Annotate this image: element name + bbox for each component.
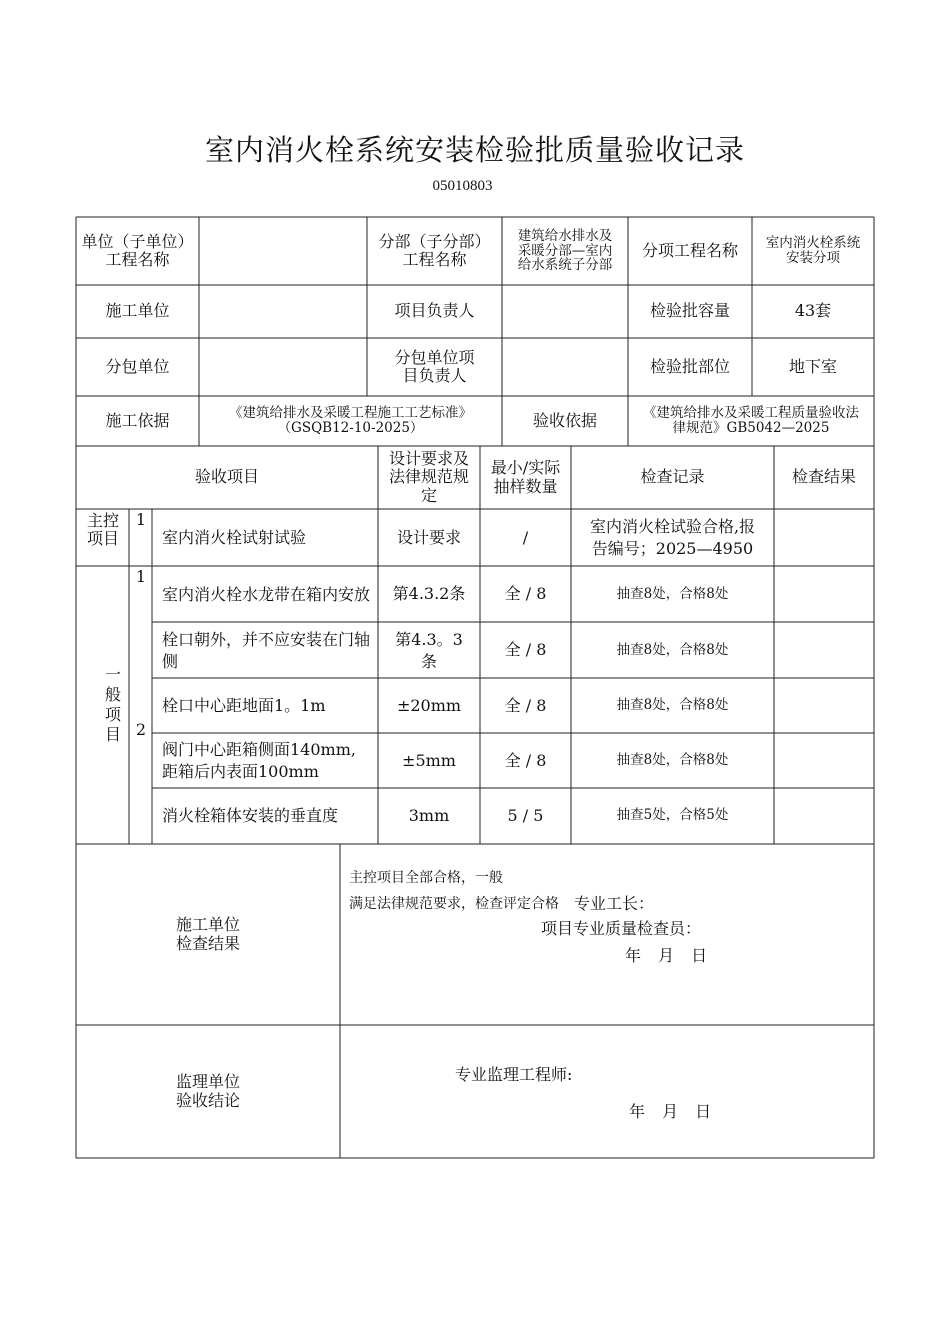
batch-capacity-label: 检验批容量 <box>649 301 730 321</box>
general-item-3: 栓口中心距地面1。1m <box>162 695 326 715</box>
subcontractor-pm-label: 分包单位项目负责人 <box>394 347 475 385</box>
general-items-label: 一般项目 <box>104 665 121 744</box>
construction-check-date: 年 月 日 <box>625 946 708 965</box>
unit-label: 单位（子单位）工程名称 <box>81 231 194 269</box>
contractor-label: 施工单位 <box>105 301 170 321</box>
general-no-2: 2 <box>135 719 147 739</box>
col-header-result: 检查结果 <box>791 467 856 487</box>
main-control-sample[interactable]: / <box>522 527 529 547</box>
general-design-1: 第4.3.2条 <box>392 584 466 604</box>
general-sample-3[interactable]: 全 / 8 <box>504 695 547 715</box>
general-item-4: 阀门中心距箱侧面140mm,距箱后内表面100mm <box>162 740 356 781</box>
col-header-item: 验收项目 <box>194 467 259 487</box>
acceptance-basis-value[interactable]: 《建筑给排水及采暖工程质量验收法律规范》GB5042—2025 <box>643 405 859 436</box>
main-control-record[interactable]: 室内消火栓试验合格,报告编号；2025—4950 <box>589 516 756 558</box>
project-manager-label: 项目负责人 <box>394 301 475 321</box>
general-design-3: ±20mm <box>396 695 462 715</box>
subdivision-label: 分部（子分部）工程名称 <box>378 231 491 269</box>
subitem-value[interactable]: 室内消火栓系统安装分项 <box>765 235 861 266</box>
subitem-label: 分项工程名称 <box>641 240 738 260</box>
main-control-design: 设计要求 <box>396 527 461 547</box>
general-record-5[interactable]: 抽查5处，合格5处 <box>616 807 729 824</box>
quality-inspector-label: 项目专业质量检查员： <box>541 919 702 938</box>
subcontractor-pm-value[interactable] <box>503 339 627 395</box>
unit-value[interactable] <box>200 218 366 284</box>
foreman-label: 专业工长： <box>574 894 655 913</box>
contractor-value[interactable] <box>200 286 366 337</box>
main-control-label: 主控项目 <box>87 510 120 548</box>
general-record-2[interactable]: 抽查8处，合格8处 <box>616 641 729 658</box>
general-result-3[interactable] <box>775 679 873 733</box>
subcontractor-value[interactable] <box>200 339 366 395</box>
batch-location-value[interactable]: 地下室 <box>788 356 837 376</box>
project-manager-value[interactable] <box>503 286 627 337</box>
subcontractor-label: 分包单位 <box>105 356 170 376</box>
general-item-5: 消火栓箱体安装的垂直度 <box>162 805 339 825</box>
general-record-1[interactable]: 抽查8处，合格8处 <box>616 585 729 602</box>
general-record-4[interactable]: 抽查8处，合格8处 <box>616 752 729 769</box>
general-design-4: ±5mm <box>402 750 456 770</box>
general-result-1[interactable] <box>775 567 873 622</box>
supervision-date: 年 月 日 <box>629 1102 712 1121</box>
col-header-design: 设计要求及法律规范规定 <box>388 448 469 505</box>
batch-location-label: 检验批部位 <box>649 356 730 376</box>
general-sample-2[interactable]: 全 / 8 <box>504 640 547 660</box>
general-no-1: 1 <box>135 566 147 586</box>
general-result-5[interactable] <box>775 789 873 843</box>
subdivision-value[interactable]: 建筑给水排水及采暖分部—室内给水系统子分部 <box>517 227 613 274</box>
col-header-sample: 最小/实际抽样数量 <box>490 458 561 496</box>
construction-basis-label: 施工依据 <box>105 410 170 430</box>
general-item-1: 室内消火栓水龙带在箱内安放 <box>162 584 371 604</box>
general-result-4[interactable] <box>775 734 873 788</box>
supervision-label: 监理单位验收结论 <box>175 1072 240 1110</box>
construction-check-line1[interactable]: 主控项目全部合格，一般 <box>349 870 503 886</box>
main-control-item: 室内消火栓试射试验 <box>162 527 307 547</box>
form-code: 05010803 <box>432 178 493 194</box>
general-design-5: 3mm <box>408 805 450 825</box>
general-sample-1[interactable]: 全 / 8 <box>504 584 547 604</box>
page-title: 室内消火栓系统安装检验批质量验收记录 <box>204 133 745 167</box>
general-sample-4[interactable]: 全 / 8 <box>504 750 547 770</box>
construction-check-label: 施工单位检查结果 <box>175 915 240 953</box>
acceptance-basis-label: 验收依据 <box>532 410 597 430</box>
supervising-engineer-label: 专业监理工程师: <box>455 1065 573 1084</box>
col-header-record: 检查记录 <box>640 467 705 487</box>
general-sample-5[interactable]: 5 / 5 <box>507 805 544 825</box>
general-design-2: 第4.3。3条 <box>395 629 463 671</box>
general-result-2[interactable] <box>775 623 873 678</box>
main-control-no: 1 <box>135 509 147 529</box>
general-item-2: 栓口朝外，并不应安装在门轴侧 <box>162 629 371 671</box>
general-record-3[interactable]: 抽查8处，合格8处 <box>616 697 729 714</box>
batch-capacity-value[interactable]: 43套 <box>794 301 832 321</box>
construction-basis-value[interactable]: 《建筑给排水及采暖工程施工工艺标准》（GSQB12-10-2025） <box>229 405 472 436</box>
main-control-result[interactable] <box>775 510 873 566</box>
construction-check-line2[interactable]: 满足法律规范要求，检查评定合格 <box>349 896 559 912</box>
